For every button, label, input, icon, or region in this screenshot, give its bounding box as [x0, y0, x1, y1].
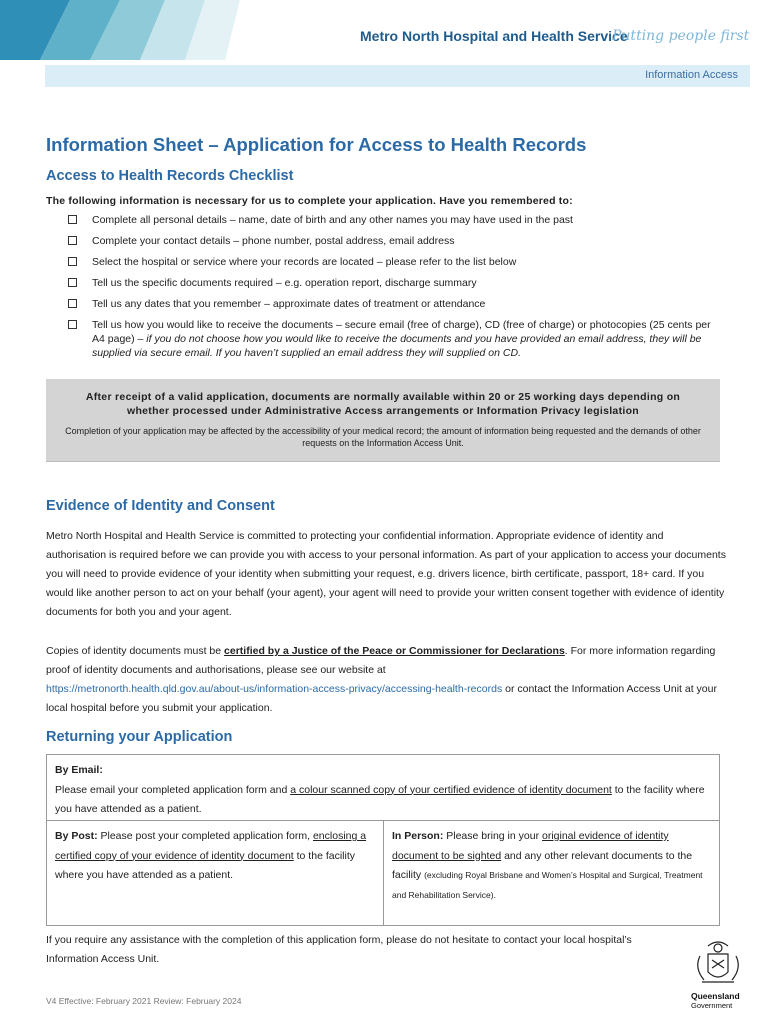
post-cell	[47, 821, 384, 925]
evidence-paragraph-1: Metro North Hospital and Health Service is committed to protecting your confidential information. Appropriate evidence of identity and authorisation is required before we can provide you with access to your personal information. As part of your application to access your documents you will need to provide evidence of your identity when submitting your request, e.g. drivers licence, birth certificate, passport, 18+ card. If you would like another person to act on your behalf (your agent), your agent will need to provide your written consent together with evidence of identity documents for both you and your agent.	[46, 530, 726, 618]
email-label: By Email:	[55, 764, 103, 776]
version-info: V4 Effective: February 2021 Review: February 2024	[46, 996, 242, 1006]
return-methods-table	[46, 754, 720, 926]
checklist-item	[66, 318, 716, 360]
government-name: Queensland	[691, 991, 740, 1001]
evidence-text: or contact the Information Access Unit at your local hospital before you submit your application.	[46, 683, 717, 714]
checklist-heading: Access to Health Records Checklist	[46, 168, 294, 184]
email-cell	[47, 755, 719, 821]
email-text: to the facility where you have attended as a patient.	[55, 783, 705, 815]
processing-notice	[46, 379, 720, 462]
checkbox-icon	[68, 215, 77, 224]
checkbox-icon	[68, 320, 77, 329]
checklist-item-note: if you do not choose how you would like to receive the documents and you have provided an email address, they will be supplied via secure email. If you haven’t supplied an email address they will supplied on CD.	[92, 333, 702, 359]
checkbox-icon	[68, 257, 77, 266]
in-person-text: and any other relevant documents to the facility	[392, 849, 693, 881]
header-decorative-tiles	[0, 0, 240, 60]
evidence-text: Copies of identity documents must be	[46, 645, 225, 657]
email-text: Please email your completed application form and	[55, 783, 291, 796]
email-cell-text	[55, 761, 711, 820]
queensland-crest-icon	[690, 938, 746, 998]
notice-small-text: Completion of your application may be affected by the accessibility of your medical record; the amount of information being requested and the demands of other requests on the Information Access Unit.	[65, 426, 701, 448]
post-text: Please post your completed application form,	[97, 830, 313, 842]
checklist-intro: The following information is necessary for us to complete your application. Have you remembered to:	[46, 195, 573, 207]
government-subtitle: Government	[691, 1001, 733, 1010]
checkbox-icon	[68, 278, 77, 287]
checklist-item-text: Tell us the specific documents required – e.g. operation report, discharge summary	[92, 277, 477, 289]
post-cell-text	[55, 827, 375, 886]
returning-heading: Returning your Application	[46, 729, 233, 745]
in-person-label: In Person:	[392, 830, 444, 842]
website-link[interactable]: https://metronorth.health.qld.gov.au/about-us/information-access-privacy/accessing-health-records	[46, 683, 503, 695]
checklist-item-text: Select the hospital or service where your records are located – please refer to the list below	[92, 256, 517, 268]
checkbox-icon	[68, 299, 77, 308]
evidence-heading: Evidence of Identity and Consent	[46, 498, 275, 514]
in-person-text: Please bring in your	[443, 830, 542, 842]
notice-bold-text: After receipt of a valid application, documents are normally available within 20 or 25 working days depending on whether processed under Administrative Access arrangements or Information Privacy legislation	[85, 391, 681, 417]
checklist-item	[66, 255, 716, 269]
checkbox-icon	[68, 236, 77, 245]
checklist-item-text: Complete your contact details – phone number, postal address, email address	[92, 235, 455, 247]
checklist-item-text: Complete all personal details – name, date of birth and any other names you may have used in the past	[92, 214, 573, 226]
in-person-cell	[384, 821, 719, 925]
post-text: to the facility where you have attended as a patient.	[55, 849, 355, 881]
org-tagline: Putting people first	[612, 28, 750, 44]
checklist	[66, 213, 716, 367]
post-requirement: enclosing a certified copy of your evidence of identity document	[55, 830, 367, 862]
checklist-item-text: Tell us how you would like to receive the documents – secure email (free of charge), CD (free of charge) or photocopies (25 cents per A4 page) –	[92, 319, 711, 345]
evidence-paragraph-2	[46, 642, 726, 718]
in-person-exclusion: (excluding Royal Brisbane and Women’s Hospital and Surgical, Treatment and Rehabilitation Service).	[392, 870, 703, 900]
checklist-item-text: Tell us any dates that you remember – approximate dates of treatment or attendance	[92, 298, 486, 310]
checklist-item	[66, 234, 716, 248]
page-title: Information Sheet – Application for Access to Health Records	[46, 134, 587, 155]
post-label: By Post:	[55, 830, 98, 842]
checklist-item	[66, 297, 716, 311]
section-label: Information Access	[645, 69, 738, 81]
checklist-item	[66, 213, 716, 227]
page-header	[0, 0, 770, 60]
certification-requirement: certified by a Justice of the Peace or Commissioner for Declarations	[224, 645, 565, 657]
org-name: Metro North Hospital and Health Service	[360, 28, 628, 44]
in-person-cell-text	[392, 827, 711, 905]
evidence-text: . For more information regarding proof of identity documents and authorisations, please see our website at	[46, 645, 716, 676]
section-band	[45, 65, 750, 87]
in-person-requirement: original evidence of identity document to be sighted	[392, 830, 669, 862]
email-requirement: a colour scanned copy of your certified evidence of identity document	[290, 783, 612, 796]
checklist-item	[66, 276, 716, 290]
assistance-note: If you require any assistance with the completion of this application form, please do not hesitate to contact your local hospital’s Information Access Unit.	[46, 934, 632, 965]
